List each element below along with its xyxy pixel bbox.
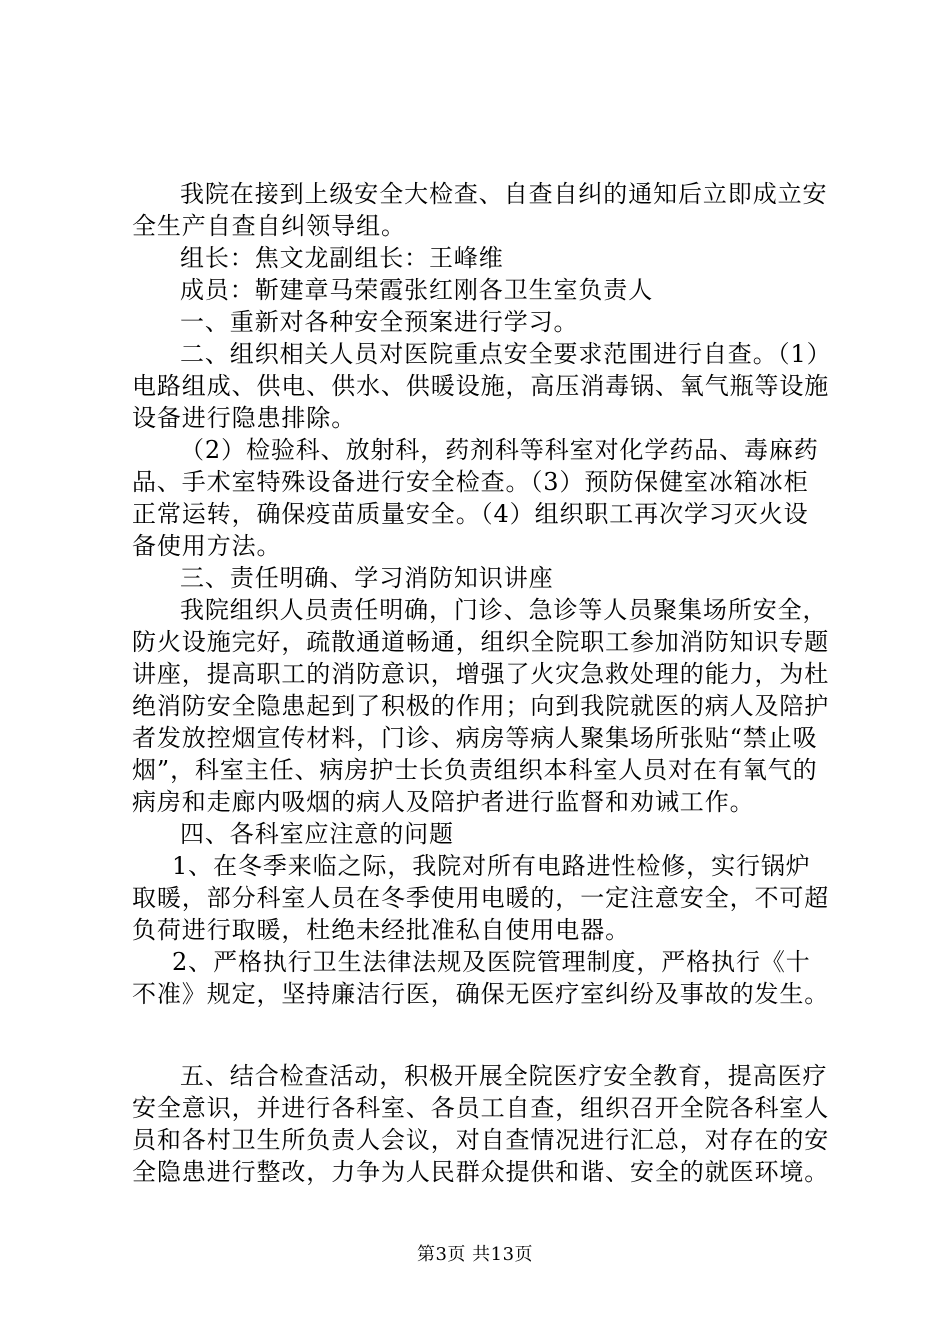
paragraph-section-4-item-1: 1、在冬季来临之际，我院对所有电路进性检修，实行锅炉取暖，部分科室人员在冬季使用电暖的，一定注意安全，不可超负荷进行取暖，杜绝未经批准私自使用电器。 <box>132 852 830 944</box>
paragraph-section-2-items: （2）检验科、放射科，药剂科等科室对化学药品、毒麻药品、手术室特殊设备进行安全检查。（3）预防保健室冰箱冰柜正常运转，确保疫苗质量安全。（4）组织职工再次学习灭火设备使用方法。 <box>132 436 819 560</box>
paragraph-section-4-item-2: 2、严格执行卫生法律法规及医院管理制度，严格执行《十不准》规定，坚持廉洁行医，确保无医疗室纠纷及事故的发生。 <box>132 948 830 1008</box>
paragraph-section-3-body: 我院组织人员责任明确，门诊、急诊等人员聚集场所安全，防火设施完好，疏散通道畅通，组织全院职工参加消防知识专题讲座，提高职工的消防意识，增强了火灾急救处理的能力，为杜绝消防安全隐患起到了积极的作用；向到我院就医的病人及陪护者发放控烟宣传材料，门诊、病房等病人聚集场所张贴“禁止吸烟”，科室主任、病房护士长负责组织本科室人员对在有氧气的病房和走廊内吸烟的病人及陪护者进行监督和劝诫工作。 <box>132 596 830 816</box>
paragraph-section-5: 五、结合检查活动，积极开展全院医疗安全教育，提高医疗安全意识，并进行各科室、各员工自查，组织召开全院各科室人员和各村卫生所负责人会议，对自查情况进行汇总，对存在的安全隐患进行整改，力争为人民群众提供和谐、安全的就医环境。 <box>132 1062 830 1186</box>
paragraph-intro: 我院在接到上级安全大检查、自查自纠的通知后立即成立安全生产自查自纠领导组。 <box>132 180 828 240</box>
paragraph-section-3-heading: 三、责任明确、学习消防知识讲座 <box>180 564 554 592</box>
paragraph-section-1: 一、重新对各种安全预案进行学习。 <box>180 308 579 336</box>
paragraph-section-4-heading: 四、各科室应注意的问题 <box>180 820 454 848</box>
paragraph-section-2: 二、组织相关人员对医院重点安全要求范围进行自查。（1）电路组成、供电、供水、供暖设施，高压消毒锅、氧气瓶等设施设备进行隐患排除。 <box>132 340 832 432</box>
paragraph-gap <box>132 1010 832 1060</box>
document-body <box>132 178 832 1188</box>
page-number-footer: 第3页 共13页 <box>416 1244 534 1265</box>
paragraph-team-leader: 组长：焦文龙副组长：王峰维 <box>180 244 504 272</box>
paragraph-team-members: 成员：靳建章马荣霞张红刚各卫生室负责人 <box>180 276 654 304</box>
